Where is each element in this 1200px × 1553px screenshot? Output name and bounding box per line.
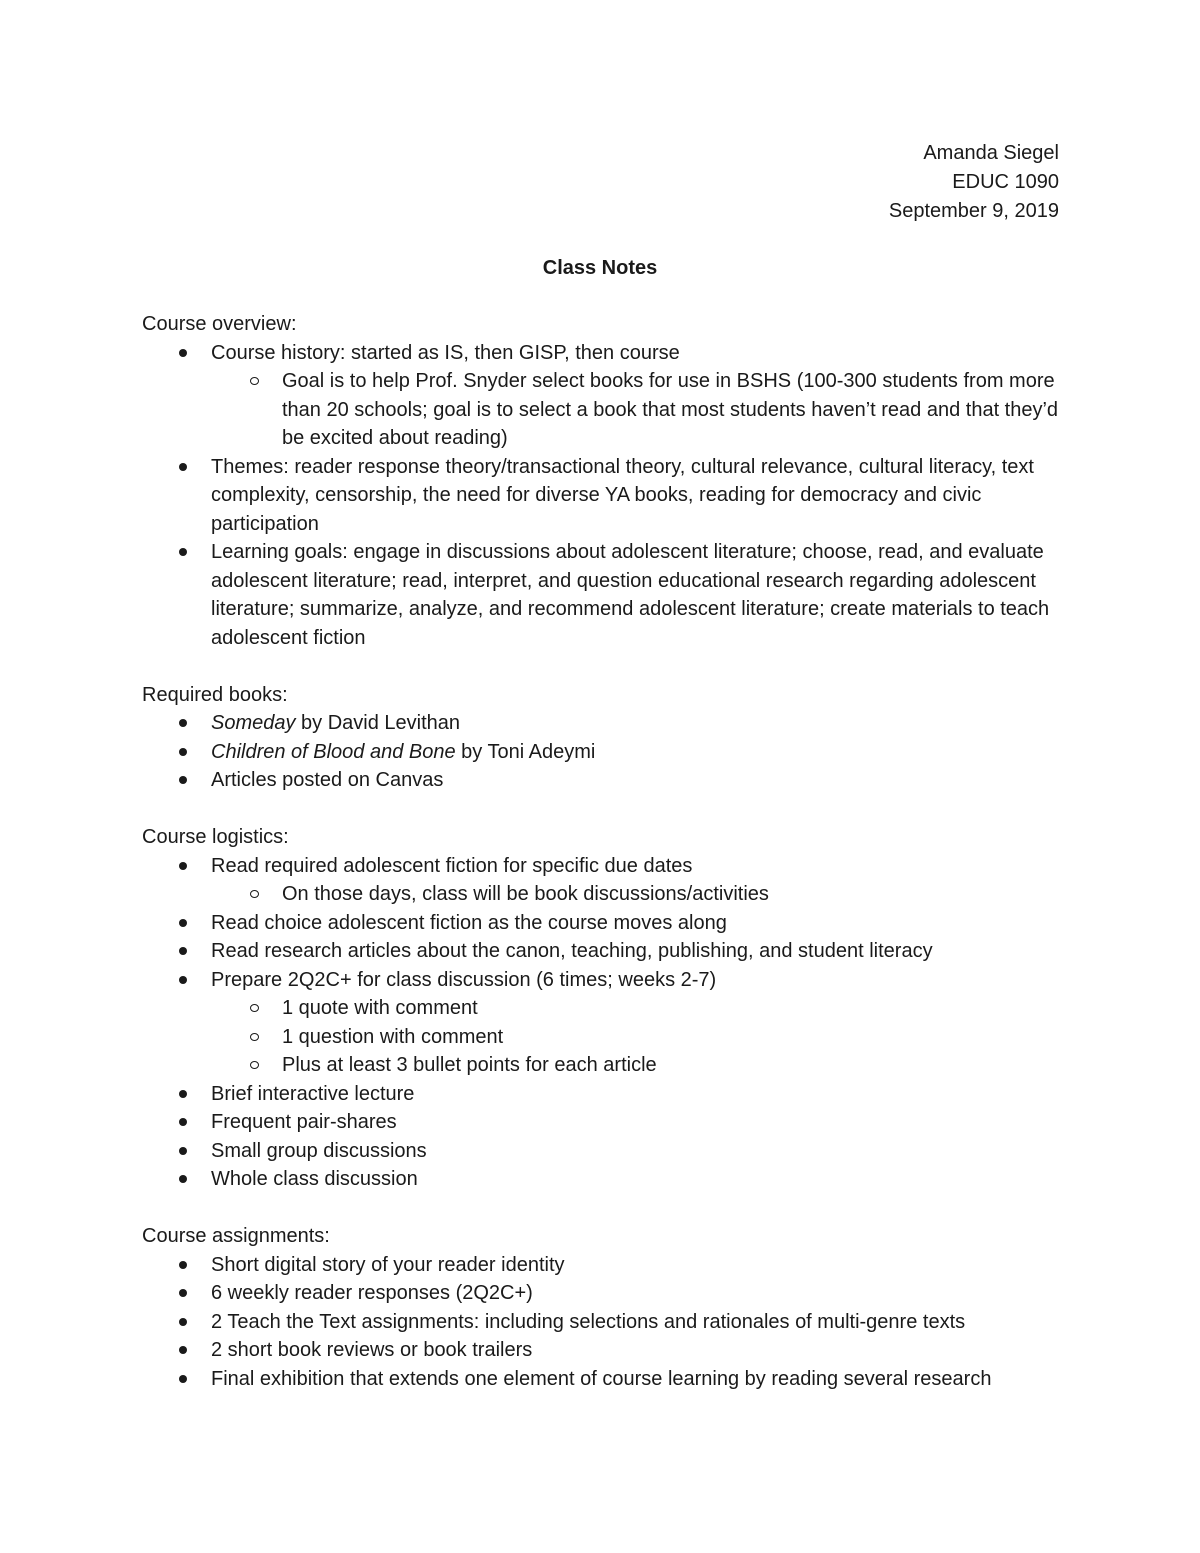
course-code: EDUC 1090: [952, 171, 1059, 193]
list-item-text: Read choice adolescent fiction as the course moves along: [211, 911, 727, 934]
header-block: [889, 139, 1059, 226]
list-item: [142, 766, 1062, 795]
list-item-text: Whole class discussion: [211, 1168, 418, 1190]
list-item-text: On those days, class will be book discussions/activities: [282, 883, 769, 905]
list-item-text: Read required adolescent fiction for specific due dates: [211, 854, 693, 877]
book-title: Someday: [211, 712, 296, 734]
list-item-text: Themes: reader response theory/transactional theory, cultural relevance, cultural literacy, text complexity, censorship, the need for diverse YA books, reading for democracy and civic participation: [211, 455, 1034, 535]
list-item-nested: [142, 880, 1062, 909]
section-course-assignments: [142, 1222, 1062, 1393]
list-item-nested: [142, 367, 1062, 453]
book-author: by David Levithan: [295, 712, 461, 734]
list-item: [142, 852, 1062, 881]
list-item-nested: [142, 1023, 1062, 1052]
list-item-text: 1 question with comment: [282, 1025, 504, 1048]
list-item: [142, 738, 1062, 767]
list-item: [142, 1251, 1062, 1280]
list-item-text: 1 quote with comment: [282, 997, 478, 1019]
logistics-list: [142, 852, 1062, 1194]
list-item: [142, 339, 1062, 368]
author-name: Amanda Siegel: [923, 142, 1059, 164]
list-item-text: Prepare 2Q2C+ for class discussion (6 times; weeks 2-7): [211, 968, 717, 991]
list-item: [142, 966, 1062, 995]
list-item: [142, 1308, 1062, 1337]
section-course-overview: [142, 310, 1062, 652]
list-item: [142, 937, 1062, 966]
section-heading: Course overview:: [142, 313, 297, 335]
book-title: Children of Blood and Bone: [211, 740, 456, 763]
document-date: September 9, 2019: [888, 200, 1059, 222]
list-item-text: Small group discussions: [211, 1139, 427, 1162]
list-item-text: Learning goals: engage in discussions about adolescent literature; choose, read, and evaluate adolescent literature; read, interpret, and question educational research regarding adolescent literature; summarize, analyze, and recommend adolescent literature; create materials to teach adolescent fiction: [211, 541, 1050, 649]
list-item: [142, 538, 1062, 652]
document-body: [142, 310, 1062, 1422]
list-item: [142, 709, 1062, 738]
list-item-text: Frequent pair-shares: [211, 1111, 397, 1133]
page-title: Class Notes: [542, 257, 658, 279]
section-heading: Course logistics:: [142, 826, 289, 848]
list-item-text: Goal is to help Prof. Snyder select books for use in BSHS (100-300 students from more than 20 schools; goal is to select a book that most students haven’t read and that they’d be excited about reading): [282, 370, 1059, 449]
list-item: [142, 1365, 1062, 1394]
list-item: [142, 1080, 1062, 1109]
list-item-text: Plus at least 3 bullet points for each article: [282, 1054, 657, 1076]
assignments-list: [142, 1251, 1062, 1394]
books-list: [142, 709, 1062, 795]
section-required-books: [142, 681, 1062, 795]
list-item: [142, 1336, 1062, 1365]
section-heading: Course assignments:: [142, 1225, 330, 1247]
list-item-text: Brief interactive lecture: [211, 1082, 415, 1105]
list-item-nested: [142, 1051, 1062, 1080]
list-item: [142, 1108, 1062, 1137]
list-item-text: 6 weekly reader responses (2Q2C+): [211, 1282, 533, 1304]
list-item-text: Course history: started as IS, then GISP, then course: [211, 341, 680, 364]
list-item-text: 2 short book reviews or book trailers: [211, 1339, 533, 1361]
list-item: [142, 1279, 1062, 1308]
book-author: by Toni Adeymi: [455, 740, 596, 763]
list-item-text: Final exhibition that extends one element of course learning by reading several research: [211, 1367, 992, 1390]
list-item: [142, 1137, 1062, 1166]
list-item: [142, 909, 1062, 938]
list-item-nested: [142, 994, 1062, 1023]
list-item-text: 2 Teach the Text assignments: including selections and rationales of multi-genre texts: [211, 1310, 966, 1333]
list-item-text: Short digital story of your reader identity: [211, 1253, 565, 1276]
section-course-logistics: [142, 823, 1062, 1194]
overview-list: [142, 339, 1062, 653]
list-item-text: Read research articles about the canon, teaching, publishing, and student literacy: [211, 940, 933, 962]
list-item-text: Articles posted on Canvas: [211, 769, 444, 791]
section-heading: Required books:: [142, 683, 288, 706]
list-item: [142, 453, 1062, 539]
list-item: [142, 1165, 1062, 1194]
